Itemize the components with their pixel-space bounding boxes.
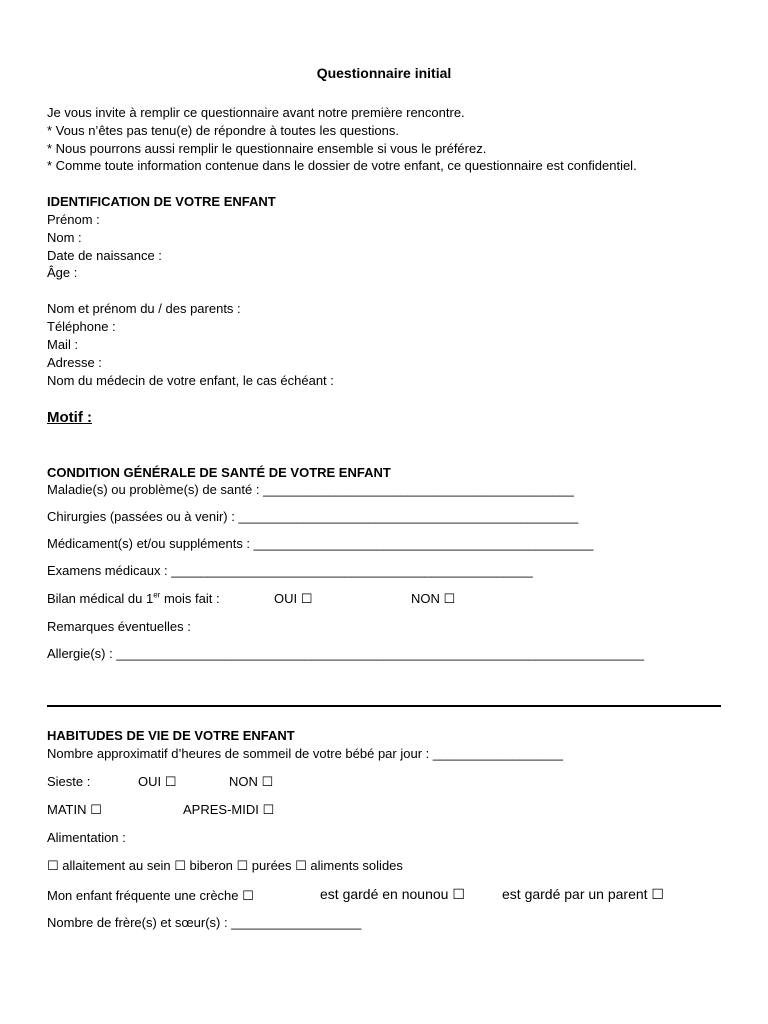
matin-checkbox[interactable]: MATIN ☐ (47, 802, 102, 817)
field-prenom: Prénom : (47, 212, 100, 227)
sieste-oui-checkbox[interactable]: OUI ☐ (138, 774, 177, 789)
nounou-checkbox[interactable]: est gardé en nounou ☐ (320, 886, 465, 902)
field-chirurgies: Chirurgies (passées ou à venir) : _______________________________________________ (47, 509, 579, 524)
field-alimentation: Alimentation : (47, 830, 126, 845)
field-remarques: Remarques éventuelles : (47, 619, 191, 634)
apres-midi-checkbox[interactable]: APRES-MIDI ☐ (183, 802, 275, 817)
field-allergies: Allergie(s) : _________________________________________________________________________ (47, 646, 645, 661)
field-age: Âge : (47, 265, 78, 280)
field-medecin: Nom du médecin de votre enfant, le cas échéant : (47, 373, 334, 388)
field-parents: Nom et prénom du / des parents : (47, 301, 241, 316)
field-telephone: Téléphone : (47, 319, 116, 334)
creche-checkbox[interactable]: Mon enfant fréquente une crèche ☐ (47, 888, 254, 903)
intro-line: Je vous invite à remplir ce questionnaire avant notre première rencontre. (47, 105, 465, 120)
bilan-oui-checkbox[interactable]: OUI ☐ (274, 591, 313, 606)
field-adresse: Adresse : (47, 355, 102, 370)
field-fratrie: Nombre de frère(s) et sœur(s) : __________________ (47, 915, 362, 930)
field-examens: Examens médicaux : __________________________________________________ (47, 563, 533, 578)
field-medicaments: Médicament(s) et/ou suppléments : _______________________________________________ (47, 536, 594, 551)
sante-heading: CONDITION GÉNÉRALE DE SANTÉ DE VOTRE ENFANT (47, 465, 391, 480)
field-bilan (47, 590, 220, 607)
intro-line: * Vous n’êtes pas tenu(e) de répondre à toutes les questions. (47, 123, 399, 138)
intro-line: * Comme toute information contenue dans le dossier de votre enfant, ce questionnaire est confidentiel. (47, 158, 637, 173)
page-title: Questionnaire initial (316, 65, 452, 81)
field-sommeil: Nombre approximatif d’heures de sommeil de votre bébé par jour : __________________ (47, 746, 563, 761)
habitudes-heading: HABITUDES DE VIE DE VOTRE ENFANT (47, 728, 295, 743)
identification-heading: IDENTIFICATION DE VOTRE ENFANT (47, 194, 276, 209)
field-date-naissance: Date de naissance : (47, 248, 162, 263)
bilan-superscript: er (153, 590, 161, 600)
alimentation-options[interactable]: ☐ allaitement au sein ☐ biberon ☐ purées ☐ aliments solides (47, 858, 403, 873)
bilan-label: Bilan médical du 1 (47, 591, 154, 606)
field-maladies: Maladie(s) ou problème(s) de santé : ___________________________________________ (47, 482, 574, 497)
motif-heading: Motif : (47, 409, 92, 426)
sieste-non-checkbox[interactable]: NON ☐ (229, 774, 274, 789)
parent-checkbox[interactable]: est gardé par un parent ☐ (502, 886, 664, 902)
field-nom: Nom : (47, 230, 82, 245)
field-sieste: Sieste : (47, 774, 91, 789)
bilan-label-rest: mois fait : (160, 591, 220, 606)
section-divider (47, 705, 721, 707)
intro-line: * Nous pourrons aussi remplir le questionnaire ensemble si vous le préférez. (47, 141, 487, 156)
field-mail: Mail : (47, 337, 79, 352)
bilan-non-checkbox[interactable]: NON ☐ (411, 591, 456, 606)
